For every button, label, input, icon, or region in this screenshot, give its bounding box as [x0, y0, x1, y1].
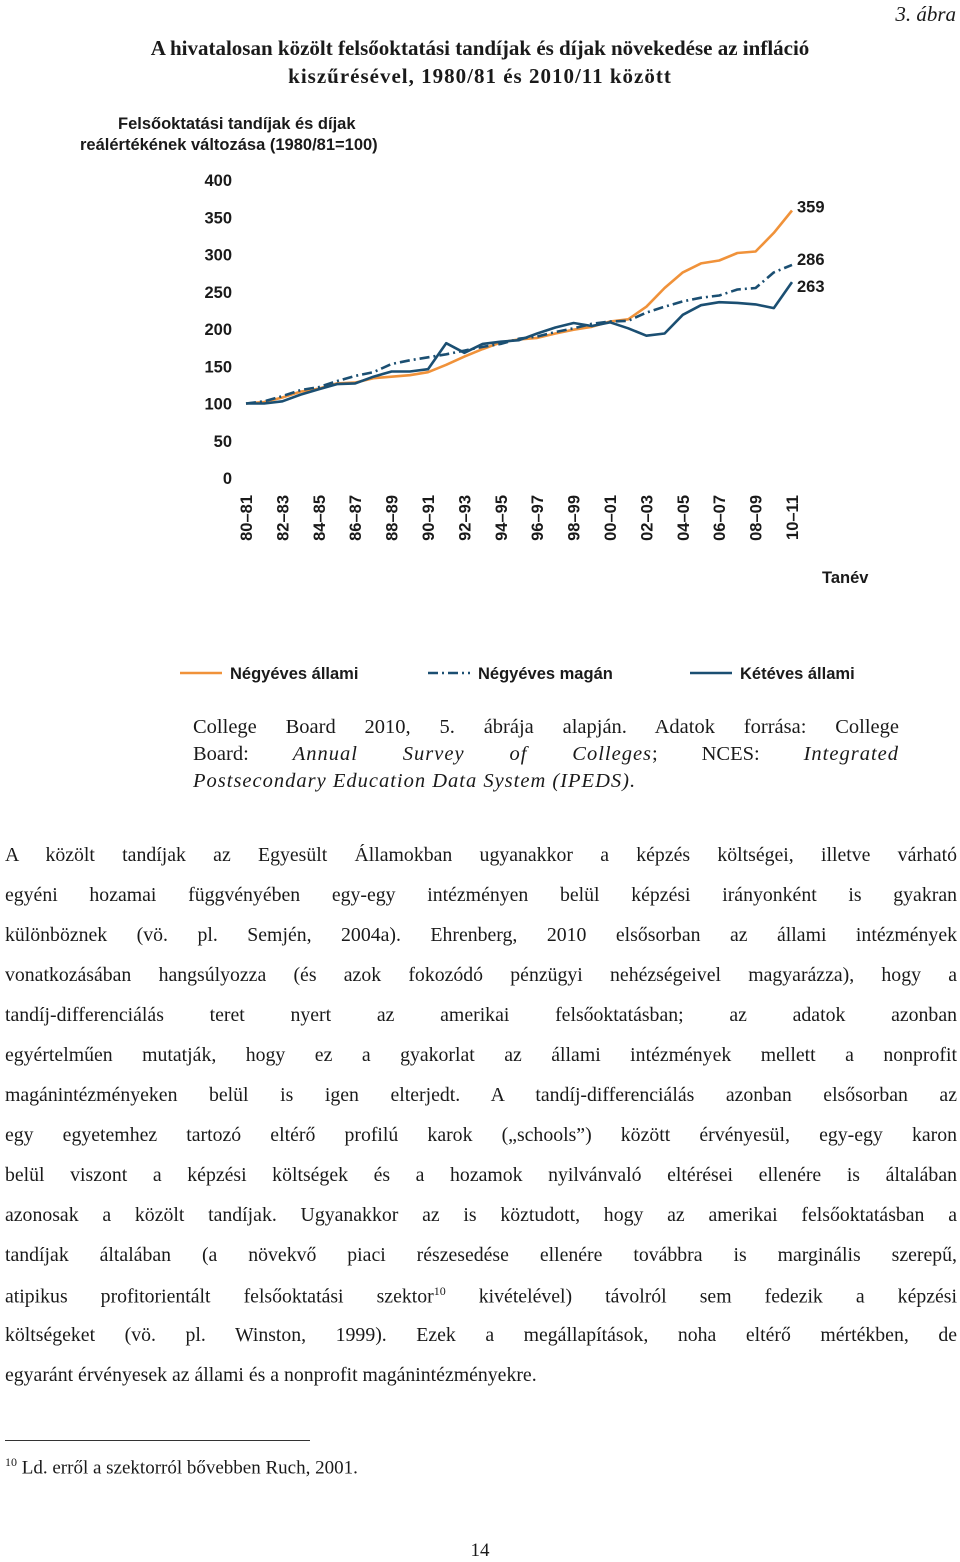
x-tick-label: 84–85	[310, 495, 329, 541]
x-tick-label: 88–89	[383, 495, 402, 541]
y-axis-title-line1: Felsőoktatási tandíjak és díjak	[118, 115, 356, 133]
end-value-label: 286	[797, 250, 825, 269]
body-line-8: egy egyetemhez tartozó eltérő profilú karok („schools”) között érvényesül, egy-egy karon	[5, 1124, 957, 1146]
footnote-number: 10	[5, 1455, 17, 1469]
x-tick-label: 92–93	[456, 495, 475, 541]
x-tick-label: 04–05	[674, 495, 693, 541]
body-line-11: tandíjak általában (a növekvő piaci részesedése ellenére továbbra is marginális szerepű,	[5, 1244, 957, 1266]
body-line-1: A közölt tandíjak az Egyesült Államokban ugyanakkor a képzés költségei, illetve várható	[5, 844, 957, 866]
series-line-2	[246, 265, 792, 404]
x-tick-label: 02–03	[638, 495, 657, 541]
body-line-12: atipikus profitorientált felsőoktatási szektor$^{10}$ kivételével) távolról sem fedezik a képzési	[5, 1284, 957, 1308]
source-note-line1: College Board 2010, 5. ábrája alapján. Adatok forrása: College	[193, 716, 899, 738]
figure-title-line2: kiszűrésével, 1980/81 és 2010/11 között	[288, 64, 672, 88]
y-tick-label: 150	[204, 358, 232, 377]
body-line-6: egyértelműen mutatják, hogy ez a gyakorlat az állami intézmények mellett a nonprofit	[5, 1044, 957, 1066]
end-value-label: 263	[797, 278, 825, 297]
y-tick-label: 250	[204, 283, 232, 302]
x-tick-label: 94–95	[492, 495, 511, 541]
tuition-line-chart	[0, 105, 960, 695]
source-note-line3: Postsecondary Education Data System (IPEDS).	[193, 770, 637, 792]
series-line-1	[246, 211, 792, 404]
x-axis-title: Tanév	[822, 569, 869, 587]
legend-label: Négyéves magán	[478, 665, 613, 683]
body-line-14: egyaránt érvényesek az állami és a nonprofit magánintézményekre.	[5, 1364, 537, 1386]
y-tick-label: 100	[204, 395, 232, 414]
end-value-label: 359	[797, 198, 825, 217]
x-tick-label: 90–91	[420, 495, 438, 541]
y-tick-label: 50	[213, 432, 232, 451]
x-tick-label: 98–99	[565, 495, 584, 541]
body-line-3: különböznek (vö. pl. Semjén, 2004a). Ehrenberg, 2010 elsősorban az állami intézmények	[5, 924, 957, 946]
body-line-10: azonosak a közölt tandíjak. Ugyanakkor az is köztudott, hogy az amerikai felsőoktatásban a	[5, 1204, 957, 1226]
footnote-text: Ld. erről a szektorról bővebben Ruch, 2001.	[17, 1457, 358, 1479]
source-note-line2: Board: Annual Survey of Colleges; NCES: Integrated	[193, 743, 900, 765]
x-tick-label: 80–81	[238, 495, 256, 541]
body-line-5: tandíj-differenciálás teret nyert az amerikai felsőoktatásban; az adatok azonban	[5, 1004, 957, 1026]
y-tick-label: 0	[222, 470, 232, 488]
x-tick-label: 06–07	[711, 495, 730, 541]
footnote	[5, 1455, 358, 1479]
body-line-9: belül viszont a képzési költségek és a hozamok nyilvánvaló eltérései ellenére is általában	[5, 1164, 957, 1186]
page-number: 14	[470, 1540, 490, 1561]
y-tick-label: 300	[204, 246, 232, 265]
footnote-divider	[5, 1440, 310, 1441]
legend-label: Négyéves állami	[230, 665, 359, 683]
x-tick-label: 08–09	[747, 495, 766, 541]
y-tick-label: 200	[204, 321, 232, 339]
legend-label: Kétéves állami	[740, 665, 855, 683]
body-line-7: magánintézményeken belül is igen elterjedt. A tandíj-differenciálás azonban elsősorban az	[5, 1084, 957, 1106]
x-tick-label: 00–01	[602, 495, 620, 541]
body-line-4: vonatkozásában hangsúlyozza (és azok fokozódó pénzügyi nehézségeivel magyarázza), hogy a	[5, 964, 957, 986]
body-line-2: egyéni hozamai függvényében egy-egy intézményen belül képzési irányonként is gyakran	[5, 884, 957, 906]
x-tick-label: 10–11	[784, 495, 802, 540]
y-tick-label: 400	[204, 172, 232, 190]
x-tick-label: 96–97	[529, 495, 548, 541]
figure-number: 3. ábra	[895, 2, 956, 26]
x-tick-label: 86–87	[347, 495, 366, 541]
footnote-reference[interactable]: 10	[433, 1284, 446, 1298]
body-line-13: költségeket (vö. pl. Winston, 1999). Ezek a megállapítások, noha eltérő mértékben, de	[5, 1324, 957, 1346]
y-tick-label: 350	[204, 209, 232, 228]
figure-title-line1: A hivatalosan közölt felsőoktatási tandíjak és díjak növekedése az infláció	[150, 36, 810, 60]
y-axis-title-line2: reálértékének változása (1980/81=100)	[80, 136, 378, 154]
x-tick-label: 82–83	[274, 495, 293, 541]
